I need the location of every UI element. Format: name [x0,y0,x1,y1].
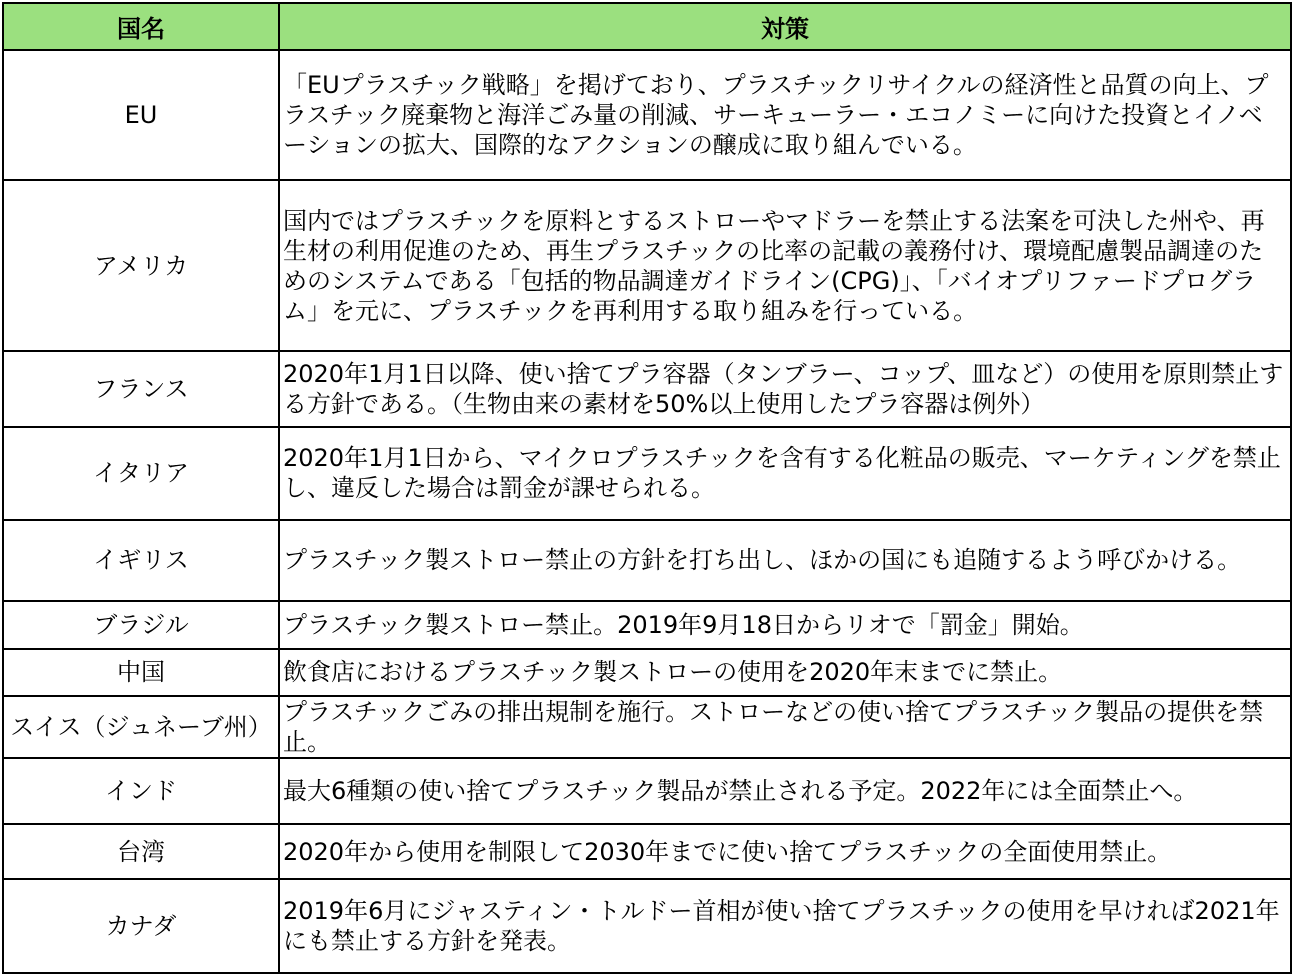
table-row [3,758,1291,824]
measure-cell: 2020年1月1日から、マイクロプラスチックを含有する化粧品の販売、マーケティングを禁止し、違反した場合は罰金が課せられる。 [279,427,1291,519]
measure-cell: プラスチックごみの排出規制を施行。ストローなどの使い捨てプラスチック製品の提供を禁止。 [279,696,1291,758]
table-row [3,601,1291,649]
country-cell: 中国 [3,649,279,696]
measure-cell: 最大6種類の使い捨てプラスチック製品が禁止される予定。2022年には全面禁止へ。 [279,758,1291,824]
country-cell: EU [3,50,279,180]
measure-cell: 2020年1月1日以降、使い捨てプラ容器（タンブラー、コップ、皿など）の使用を原則禁止する方針である。（生物由来の素材を50%以上使用したプラ容器は例外） [279,351,1291,427]
header-measure: 対策 [279,3,1291,50]
country-cell: イギリス [3,520,279,601]
measure-cell: 「EUプラスチック戦略」を掲げており、プラスチックリサイクルの経済性と品質の向上、プラスチック廃棄物と海洋ごみ量の削減、サーキューラー・エコノミーに向けた投資とイノベーションの拡大、国際的なアクションの醸成に取り組んでいる。 [279,50,1291,180]
country-cell: インド [3,758,279,824]
measure-cell: プラスチック製ストロー禁止の方針を打ち出し、ほかの国にも追随するよう呼びかける。 [279,520,1291,601]
country-cell: スイス（ジュネーブ州） [3,696,279,758]
policy-table [2,2,1292,974]
table-row [3,824,1291,878]
table-row [3,649,1291,696]
header-row [3,3,1291,50]
country-cell: アメリカ [3,180,279,351]
table-row [3,180,1291,351]
table-row [3,520,1291,601]
table-row [3,879,1291,973]
measure-cell: 2020年から使用を制限して2030年までに使い捨てプラスチックの全面使用禁止。 [279,824,1291,878]
country-cell: カナダ [3,879,279,973]
table-row [3,50,1291,180]
header-country: 国名 [3,3,279,50]
country-cell: フランス [3,351,279,427]
table-row [3,696,1291,758]
measure-cell: 2019年6月にジャスティン・トルドー首相が使い捨てプラスチックの使用を早ければ2021年にも禁止する方針を発表。 [279,879,1291,973]
measure-cell: 飲食店におけるプラスチック製ストローの使用を2020年末までに禁止。 [279,649,1291,696]
table-row [3,427,1291,519]
table-row [3,351,1291,427]
country-cell: 台湾 [3,824,279,878]
country-cell: ブラジル [3,601,279,649]
country-cell: イタリア [3,427,279,519]
measure-cell: 国内ではプラスチックを原料とするストローやマドラーを禁止する法案を可決した州や、再生材の利用促進のため、再生プラスチックの比率の記載の義務付け、環境配慮製品調達のためのシステムである「包括的物品調達ガイドライン(CPG)」、「バイオプリファードプログラム」を元に、プラスチックを再利用する取り組みを行っている。 [279,180,1291,351]
measure-cell: プラスチック製ストロー禁止。2019年9月18日からリオで「罰金」開始。 [279,601,1291,649]
